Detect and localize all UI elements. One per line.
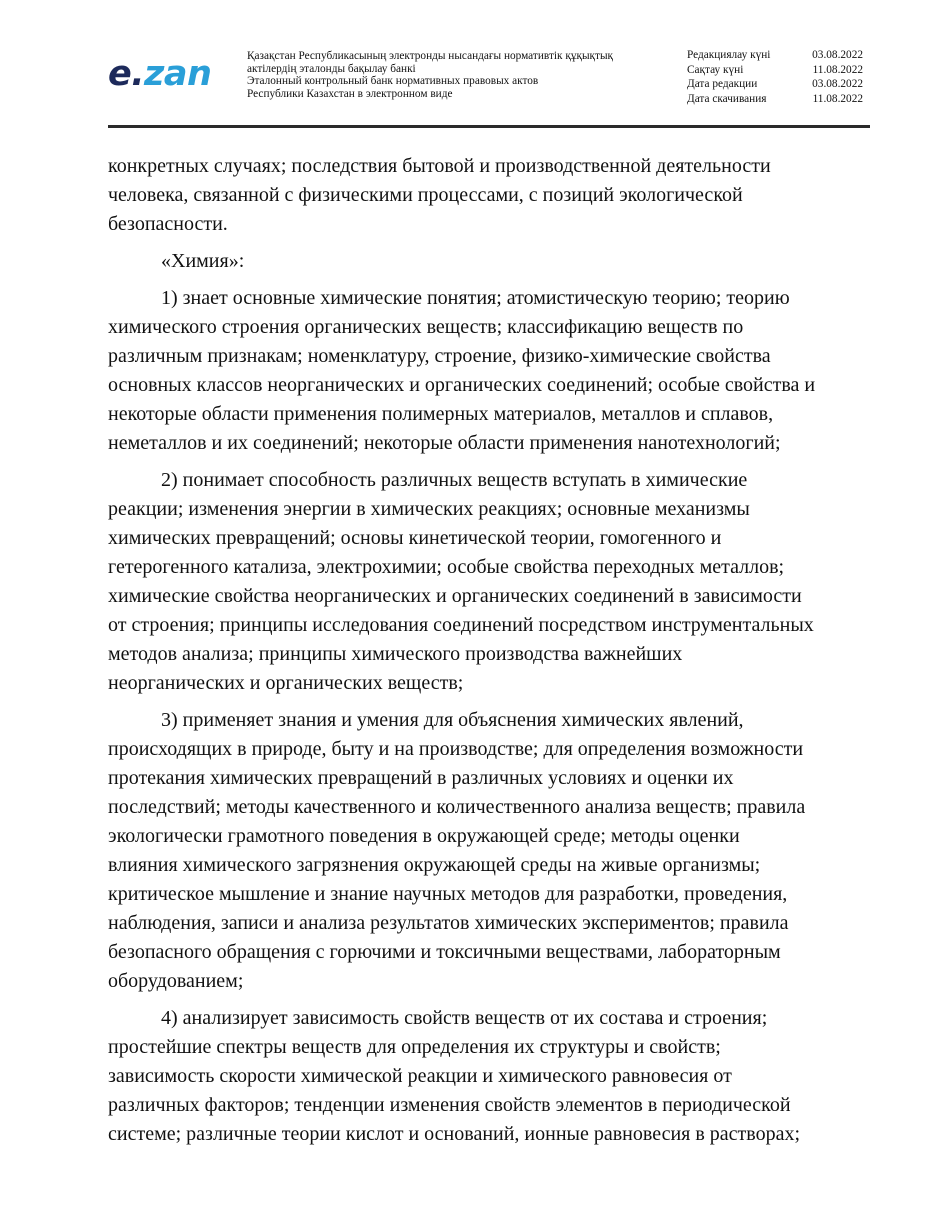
text-line: химического строения органических веществ; классификацию веществ по bbox=[108, 316, 744, 338]
text-line: конкретных случаях; последствия бытовой и производственной деятельности bbox=[108, 155, 771, 177]
paragraph bbox=[108, 284, 868, 458]
text-line: методов анализа; принципы химического производства важнейших bbox=[108, 643, 683, 665]
text-line: реакции; изменения энергии в химических реакциях; основные механизмы bbox=[108, 498, 750, 520]
meta-row bbox=[687, 63, 863, 78]
section-heading bbox=[108, 247, 868, 276]
text-line: различным признакам; номенклатуру, строение, физико-химические свойства bbox=[108, 345, 771, 367]
text-line: неметаллов и их соединений; некоторые области применения нанотехнологий; bbox=[108, 432, 781, 454]
text-line: безопасного обращения с горючими и токсичными веществами, лабораторным bbox=[108, 941, 781, 963]
text-line: системе; различные теории кислот и оснований, ионные равновесия в растворах; bbox=[108, 1123, 801, 1145]
meta-value: 03.08.2022 bbox=[812, 78, 863, 91]
text-line: влияния химического загрязнения окружающей среды на живые организмы; bbox=[108, 854, 761, 876]
meta-row bbox=[687, 92, 863, 107]
meta-row bbox=[687, 48, 863, 63]
text-line: оборудованием; bbox=[108, 970, 244, 992]
text-line: различных факторов; тенденции изменения свойств элементов в периодической bbox=[108, 1094, 791, 1116]
text-line: гетерогенного катализа, электрохимии; особые свойства переходных металлов; bbox=[108, 556, 785, 578]
text-line: «Химия»: bbox=[161, 250, 245, 272]
meta-label: Сақтау күні bbox=[687, 63, 744, 76]
meta-label: Редакциялау күні bbox=[687, 49, 771, 61]
meta-value: 11.08.2022 bbox=[812, 63, 863, 76]
meta-label: Дата скачивания bbox=[687, 92, 767, 105]
meta-row bbox=[687, 77, 863, 92]
text-line: химические свойства неорганических и органических соединений в зависимости bbox=[108, 585, 802, 607]
paragraph bbox=[108, 1004, 868, 1149]
paragraph bbox=[108, 152, 868, 239]
ezan-logo: e.zan bbox=[108, 54, 212, 94]
text-line: 4) анализирует зависимость свойств веществ от их состава и строения; bbox=[161, 1007, 768, 1029]
meta-value: 11.08.2022 bbox=[812, 92, 863, 105]
text-line: основных классов неорганических и органических соединений; особые свойства и bbox=[108, 374, 816, 396]
paragraph bbox=[108, 706, 868, 996]
header-line: Республики Казахстан в электронном виде bbox=[247, 87, 453, 100]
text-line: простейшие спектры веществ для определения их структуры и свойств; bbox=[108, 1036, 721, 1058]
meta-value: 03.08.2022 bbox=[812, 49, 863, 61]
paragraph bbox=[108, 466, 868, 698]
text-line: экологически грамотного поведения в окружающей среде; методы оценки bbox=[108, 825, 740, 847]
header-dates bbox=[687, 48, 863, 106]
header-line: Эталонный контрольный банк нормативных правовых актов bbox=[247, 75, 539, 88]
text-line: зависимость скорости химической реакции и химического равновесия от bbox=[108, 1065, 732, 1087]
text-line: безопасности. bbox=[108, 213, 228, 235]
document-body bbox=[108, 152, 868, 1157]
text-line: 3) применяет знания и умения для объяснения химических явлений, bbox=[161, 709, 744, 731]
text-line: наблюдения, записи и анализа результатов химических экспериментов; правила bbox=[108, 912, 789, 934]
text-line: некоторые области применения полимерных материалов, металлов и сплавов, bbox=[108, 403, 774, 425]
text-line: неорганических и органических веществ; bbox=[108, 672, 464, 694]
meta-label: Дата редакции bbox=[687, 78, 758, 91]
header-line: актілердің эталонды бақылау банкі bbox=[247, 62, 416, 75]
header-line: Қазақстан Республикасының электронды нысандағы нормативтік құқықтық bbox=[247, 50, 614, 62]
text-line: человека, связанной с физическими процессами, с позиций экологической bbox=[108, 184, 743, 206]
text-line: 2) понимает способность различных веществ вступать в химические bbox=[161, 469, 748, 491]
header-divider bbox=[108, 125, 870, 128]
text-line: последствий; методы качественного и количественного анализа веществ; правила bbox=[108, 796, 806, 818]
text-line: происходящих в природе, быту и на производстве; для определения возможности bbox=[108, 738, 804, 760]
header-bank-title bbox=[247, 50, 613, 100]
text-line: от строения; принципы исследования соединений посредством инструментальных bbox=[108, 614, 814, 636]
text-line: химических превращений; основы кинетической теории, гомогенного и bbox=[108, 527, 722, 549]
text-line: протекания химических превращений в различных условиях и оценки их bbox=[108, 767, 734, 789]
text-line: 1) знает основные химические понятия; атомистическую теорию; теорию bbox=[161, 287, 790, 309]
text-line: критическое мышление и знание научных методов для разработки, проведения, bbox=[108, 883, 788, 905]
